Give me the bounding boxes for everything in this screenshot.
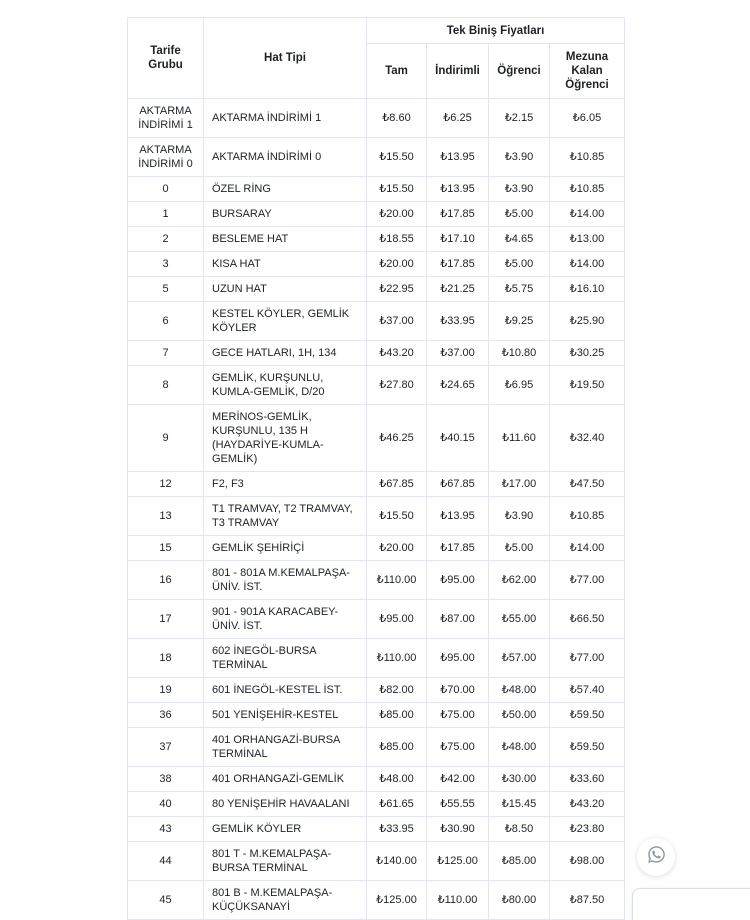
hat-tipi-cell: ÖZEL RİNG xyxy=(204,177,367,202)
table-row xyxy=(128,728,625,767)
ogrenci-price-cell: ₺30.00 xyxy=(489,767,550,792)
tam-price-cell: ₺15.50 xyxy=(367,177,427,202)
column-header-tam: Tam xyxy=(367,44,427,99)
column-header-mezuna-kalan-ogrenci: Mezuna Kalan Öğrenci xyxy=(550,44,625,99)
column-header-indirimli: İndirimli xyxy=(427,44,489,99)
ogrenci-price-cell: ₺62.00 xyxy=(489,561,550,600)
column-header-tarife-grubu: Tarife Grubu xyxy=(128,18,204,99)
tam-price-cell: ₺110.00 xyxy=(367,639,427,678)
ogrenci-price-cell: ₺17.00 xyxy=(489,472,550,497)
ogrenci-price-cell: ₺8.50 xyxy=(489,817,550,842)
indirimli-price-cell: ₺67.85 xyxy=(427,472,489,497)
tam-price-cell: ₺20.00 xyxy=(367,202,427,227)
tam-price-cell: ₺20.00 xyxy=(367,252,427,277)
indirimli-price-cell: ₺95.00 xyxy=(427,639,489,678)
table-row xyxy=(128,138,625,177)
indirimli-price-cell: ₺13.95 xyxy=(427,497,489,536)
mezuna-price-cell: ₺16.10 xyxy=(550,277,625,302)
fare-table-body xyxy=(128,99,625,920)
hat-tipi-cell: 901 - 901A KARACABEY-ÜNİV. İST. xyxy=(204,600,367,639)
ogrenci-price-cell: ₺48.00 xyxy=(489,678,550,703)
chat-widget-panel xyxy=(632,888,750,920)
indirimli-price-cell: ₺87.00 xyxy=(427,600,489,639)
indirimli-price-cell: ₺17.85 xyxy=(427,202,489,227)
table-row xyxy=(128,227,625,252)
ogrenci-price-cell: ₺5.00 xyxy=(489,536,550,561)
tarife-grubu-cell: 8 xyxy=(128,366,204,405)
tam-price-cell: ₺37.00 xyxy=(367,302,427,341)
indirimli-price-cell: ₺30.90 xyxy=(427,817,489,842)
tam-price-cell: ₺67.85 xyxy=(367,472,427,497)
ogrenci-price-cell: ₺9.25 xyxy=(489,302,550,341)
mezuna-price-cell: ₺32.40 xyxy=(550,405,625,472)
tarife-grubu-cell: 17 xyxy=(128,600,204,639)
fare-table-container xyxy=(127,17,624,920)
mezuna-price-cell: ₺14.00 xyxy=(550,252,625,277)
table-row xyxy=(128,767,625,792)
mezuna-price-cell: ₺98.00 xyxy=(550,842,625,881)
mezuna-price-cell: ₺43.20 xyxy=(550,792,625,817)
table-row xyxy=(128,177,625,202)
ogrenci-price-cell: ₺2.15 xyxy=(489,99,550,138)
indirimli-price-cell: ₺55.55 xyxy=(427,792,489,817)
mezuna-price-cell: ₺25.90 xyxy=(550,302,625,341)
hat-tipi-cell: AKTARMA İNDİRİMİ 1 xyxy=(204,99,367,138)
table-row xyxy=(128,881,625,920)
hat-tipi-cell: 601 İNEGÖL-KESTEL İST. xyxy=(204,678,367,703)
table-row xyxy=(128,600,625,639)
hat-tipi-cell: 401 ORHANGAZİ-BURSA TERMİNAL xyxy=(204,728,367,767)
ogrenci-price-cell: ₺15.45 xyxy=(489,792,550,817)
indirimli-price-cell: ₺70.00 xyxy=(427,678,489,703)
mezuna-price-cell: ₺33.60 xyxy=(550,767,625,792)
mezuna-price-cell: ₺13.00 xyxy=(550,227,625,252)
tam-price-cell: ₺61.65 xyxy=(367,792,427,817)
indirimli-price-cell: ₺17.10 xyxy=(427,227,489,252)
table-row xyxy=(128,842,625,881)
hat-tipi-cell: BESLEME HAT xyxy=(204,227,367,252)
indirimli-price-cell: ₺110.00 xyxy=(427,881,489,920)
indirimli-price-cell: ₺17.85 xyxy=(427,252,489,277)
table-row xyxy=(128,703,625,728)
hat-tipi-cell: AKTARMA İNDİRİMİ 0 xyxy=(204,138,367,177)
ogrenci-price-cell: ₺6.95 xyxy=(489,366,550,405)
table-row xyxy=(128,561,625,600)
indirimli-price-cell: ₺21.25 xyxy=(427,277,489,302)
mezuna-price-cell: ₺59.50 xyxy=(550,728,625,767)
hat-tipi-cell: 602 İNEGÖL-BURSA TERMİNAL xyxy=(204,639,367,678)
tam-price-cell: ₺22.95 xyxy=(367,277,427,302)
tarife-grubu-cell: 2 xyxy=(128,227,204,252)
tarife-grubu-cell: 44 xyxy=(128,842,204,881)
tarife-grubu-cell: 6 xyxy=(128,302,204,341)
mezuna-price-cell: ₺77.00 xyxy=(550,639,625,678)
ogrenci-price-cell: ₺50.00 xyxy=(489,703,550,728)
indirimli-price-cell: ₺13.95 xyxy=(427,177,489,202)
tarife-grubu-cell: AKTARMA İNDİRİMİ 0 xyxy=(128,138,204,177)
tarife-grubu-cell: 7 xyxy=(128,341,204,366)
table-row xyxy=(128,341,625,366)
tarife-grubu-cell: 9 xyxy=(128,405,204,472)
indirimli-price-cell: ₺75.00 xyxy=(427,703,489,728)
mezuna-price-cell: ₺10.85 xyxy=(550,138,625,177)
mezuna-price-cell: ₺23.80 xyxy=(550,817,625,842)
ogrenci-price-cell: ₺11.60 xyxy=(489,405,550,472)
table-row xyxy=(128,405,625,472)
table-row xyxy=(128,366,625,405)
fare-table-header xyxy=(128,18,625,99)
indirimli-price-cell: ₺6.25 xyxy=(427,99,489,138)
tam-price-cell: ₺48.00 xyxy=(367,767,427,792)
indirimli-price-cell: ₺125.00 xyxy=(427,842,489,881)
tam-price-cell: ₺15.50 xyxy=(367,497,427,536)
mezuna-price-cell: ₺10.85 xyxy=(550,497,625,536)
tarife-grubu-cell: AKTARMA İNDİRİMİ 1 xyxy=(128,99,204,138)
column-header-hat-tipi: Hat Tipi xyxy=(204,18,367,99)
table-row xyxy=(128,302,625,341)
tam-price-cell: ₺85.00 xyxy=(367,728,427,767)
mezuna-price-cell: ₺77.00 xyxy=(550,561,625,600)
mezuna-price-cell: ₺19.50 xyxy=(550,366,625,405)
ogrenci-price-cell: ₺57.00 xyxy=(489,639,550,678)
tarife-grubu-cell: 0 xyxy=(128,177,204,202)
table-row xyxy=(128,536,625,561)
hat-tipi-cell: KESTEL KÖYLER, GEMLİK KÖYLER xyxy=(204,302,367,341)
tam-price-cell: ₺82.00 xyxy=(367,678,427,703)
ogrenci-price-cell: ₺5.00 xyxy=(489,252,550,277)
tarife-grubu-cell: 13 xyxy=(128,497,204,536)
tarife-grubu-cell: 45 xyxy=(128,881,204,920)
mezuna-price-cell: ₺10.85 xyxy=(550,177,625,202)
hat-tipi-cell: 801 - 801A M.KEMALPAŞA-ÜNİV. İST. xyxy=(204,561,367,600)
hat-tipi-cell: MERİNOS-GEMLİK, KURŞUNLU, 135 H (HAYDARİYE-KUMLA-GEMLİK) xyxy=(204,405,367,472)
tam-price-cell: ₺15.50 xyxy=(367,138,427,177)
hat-tipi-cell: BURSARAY xyxy=(204,202,367,227)
ogrenci-price-cell: ₺3.90 xyxy=(489,497,550,536)
tam-price-cell: ₺8.60 xyxy=(367,99,427,138)
table-row xyxy=(128,817,625,842)
indirimli-price-cell: ₺37.00 xyxy=(427,341,489,366)
group-header-tek-binis-fiyatlari: Tek Biniş Fiyatları xyxy=(367,18,625,44)
table-row xyxy=(128,678,625,703)
indirimli-price-cell: ₺95.00 xyxy=(427,561,489,600)
hat-tipi-cell: 401 ORHANGAZİ-GEMLİK xyxy=(204,767,367,792)
table-row xyxy=(128,99,625,138)
mezuna-price-cell: ₺57.40 xyxy=(550,678,625,703)
mezuna-price-cell: ₺30.25 xyxy=(550,341,625,366)
tam-price-cell: ₺18.55 xyxy=(367,227,427,252)
indirimli-price-cell: ₺24.65 xyxy=(427,366,489,405)
ogrenci-price-cell: ₺5.75 xyxy=(489,277,550,302)
tarife-grubu-cell: 38 xyxy=(128,767,204,792)
tarife-grubu-cell: 16 xyxy=(128,561,204,600)
ogrenci-price-cell: ₺3.90 xyxy=(489,177,550,202)
indirimli-price-cell: ₺40.15 xyxy=(427,405,489,472)
table-row xyxy=(128,472,625,497)
tarife-grubu-cell: 1 xyxy=(128,202,204,227)
tam-price-cell: ₺43.20 xyxy=(367,341,427,366)
indirimli-price-cell: ₺42.00 xyxy=(427,767,489,792)
table-row xyxy=(128,252,625,277)
hat-tipi-cell: GEMLİK ŞEHİRİÇİ xyxy=(204,536,367,561)
indirimli-price-cell: ₺33.95 xyxy=(427,302,489,341)
hat-tipi-cell: F2, F3 xyxy=(204,472,367,497)
ogrenci-price-cell: ₺3.90 xyxy=(489,138,550,177)
hat-tipi-cell: GEMLİK, KURŞUNLU, KUMLA-GEMLİK, D/20 xyxy=(204,366,367,405)
column-header-ogrenci: Öğrenci xyxy=(489,44,550,99)
hat-tipi-cell: KISA HAT xyxy=(204,252,367,277)
whatsapp-chat-button[interactable] xyxy=(637,838,675,876)
ogrenci-price-cell: ₺48.00 xyxy=(489,728,550,767)
table-row xyxy=(128,202,625,227)
table-row xyxy=(128,497,625,536)
hat-tipi-cell: T1 TRAMVAY, T2 TRAMVAY, T3 TRAMVAY xyxy=(204,497,367,536)
indirimli-price-cell: ₺17.85 xyxy=(427,536,489,561)
ogrenci-price-cell: ₺5.00 xyxy=(489,202,550,227)
tarife-grubu-cell: 18 xyxy=(128,639,204,678)
whatsapp-icon xyxy=(647,845,666,869)
hat-tipi-cell: GECE HATLARI, 1H, 134 xyxy=(204,341,367,366)
table-row xyxy=(128,639,625,678)
table-row xyxy=(128,277,625,302)
tam-price-cell: ₺85.00 xyxy=(367,703,427,728)
tam-price-cell: ₺125.00 xyxy=(367,881,427,920)
tarife-grubu-cell: 15 xyxy=(128,536,204,561)
tarife-grubu-cell: 37 xyxy=(128,728,204,767)
mezuna-price-cell: ₺87.50 xyxy=(550,881,625,920)
tam-price-cell: ₺46.25 xyxy=(367,405,427,472)
mezuna-price-cell: ₺59.50 xyxy=(550,703,625,728)
tam-price-cell: ₺33.95 xyxy=(367,817,427,842)
ogrenci-price-cell: ₺85.00 xyxy=(489,842,550,881)
table-row xyxy=(128,792,625,817)
tarife-grubu-cell: 5 xyxy=(128,277,204,302)
ogrenci-price-cell: ₺10.80 xyxy=(489,341,550,366)
tarife-grubu-cell: 12 xyxy=(128,472,204,497)
ogrenci-price-cell: ₺4.65 xyxy=(489,227,550,252)
mezuna-price-cell: ₺14.00 xyxy=(550,202,625,227)
hat-tipi-cell: 801 T - M.KEMALPAŞA-BURSA TERMİNAL xyxy=(204,842,367,881)
mezuna-price-cell: ₺66.50 xyxy=(550,600,625,639)
tam-price-cell: ₺27.80 xyxy=(367,366,427,405)
hat-tipi-cell: 80 YENİŞEHİR HAVAALANI xyxy=(204,792,367,817)
tam-price-cell: ₺95.00 xyxy=(367,600,427,639)
tam-price-cell: ₺110.00 xyxy=(367,561,427,600)
ogrenci-price-cell: ₺55.00 xyxy=(489,600,550,639)
hat-tipi-cell: GEMLİK KÖYLER xyxy=(204,817,367,842)
indirimli-price-cell: ₺75.00 xyxy=(427,728,489,767)
indirimli-price-cell: ₺13.95 xyxy=(427,138,489,177)
mezuna-price-cell: ₺47.50 xyxy=(550,472,625,497)
tam-price-cell: ₺140.00 xyxy=(367,842,427,881)
fare-table xyxy=(127,17,625,920)
hat-tipi-cell: 501 YENİŞEHİR-KESTEL xyxy=(204,703,367,728)
mezuna-price-cell: ₺6.05 xyxy=(550,99,625,138)
ogrenci-price-cell: ₺80.00 xyxy=(489,881,550,920)
hat-tipi-cell: UZUN HAT xyxy=(204,277,367,302)
tarife-grubu-cell: 3 xyxy=(128,252,204,277)
tarife-grubu-cell: 40 xyxy=(128,792,204,817)
tarife-grubu-cell: 19 xyxy=(128,678,204,703)
tarife-grubu-cell: 36 xyxy=(128,703,204,728)
mezuna-price-cell: ₺14.00 xyxy=(550,536,625,561)
hat-tipi-cell: 801 B - M.KEMALPAŞA-KÜÇÜKSANAYİ xyxy=(204,881,367,920)
tarife-grubu-cell: 43 xyxy=(128,817,204,842)
tam-price-cell: ₺20.00 xyxy=(367,536,427,561)
